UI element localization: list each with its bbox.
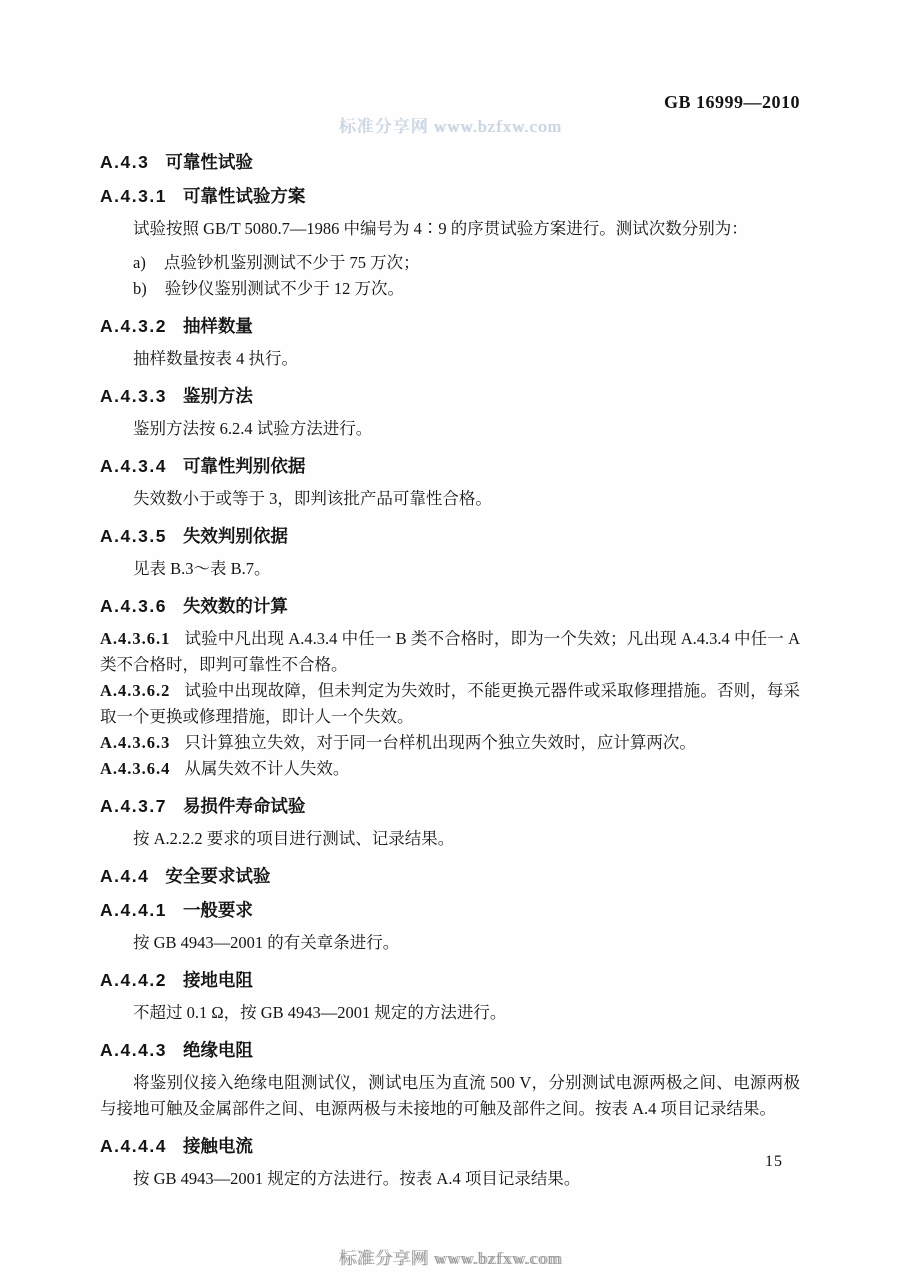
- section-number: A.4.4.2: [100, 970, 167, 990]
- list-marker: a): [133, 253, 146, 272]
- section-heading: [100, 900, 800, 920]
- section-title: 接地电阻: [182, 970, 253, 990]
- clause-text: 试验中凡出现 A.4.3.4 中任一 B 类不合格时，即为一个失效；凡出现 A.4.3.4 中任一 A 类不合格时，即判可靠性不合格。: [100, 629, 800, 674]
- numbered-paragraph: [100, 678, 800, 730]
- section-heading: [100, 316, 800, 336]
- paragraph: 将鉴别仪接入绝缘电阻测试仪，测试电压为直流 500 V，分别测试电源两极之间、电源两极与接地可触及金属部件之间、电源两极与未接地的可触及部件之间。按表 A.4 项目记录结果。: [100, 1073, 800, 1118]
- section-number: A.4.3.1: [100, 186, 167, 206]
- paragraph: 按 GB 4943—2001 规定的方法进行。按表 A.4 项目记录结果。: [133, 1169, 581, 1188]
- section-heading: [100, 1136, 800, 1156]
- watermark-bottom: 标准分享网 www.bzfxw.com: [338, 1249, 562, 1268]
- paragraph: 失效数小于或等于 3，即判该批产品可靠性合格。: [133, 489, 492, 508]
- section-title: 安全要求试验: [165, 866, 271, 886]
- section-heading: [100, 596, 800, 616]
- list-item: [100, 250, 800, 276]
- paragraph: 抽样数量按表 4 执行。: [133, 349, 298, 368]
- section-title: 鉴别方法: [182, 386, 253, 406]
- page-number: 15: [765, 1153, 783, 1170]
- paragraph: 试验按照 GB/T 5080.7—1986 中编号为 4∶9 的序贯试验方案进行。测试次数分别为：: [133, 219, 748, 238]
- section-number: A.4.4: [100, 866, 150, 886]
- numbered-paragraph: [100, 626, 800, 678]
- section-number: A.4.3.7: [100, 796, 167, 816]
- section-number: A.4.4.3: [100, 1040, 167, 1060]
- section-title: 抽样数量: [182, 316, 253, 336]
- section-heading: [100, 866, 800, 886]
- section-number: A.4.4.1: [100, 900, 167, 920]
- section-title: 失效数的计算: [182, 596, 288, 616]
- section-heading: [100, 970, 800, 990]
- document-body: [100, 138, 800, 1200]
- standard-number-header: GB 16999—2010: [663, 92, 800, 112]
- paragraph: 按 GB 4943—2001 的有关章条进行。: [133, 933, 400, 952]
- clause-number: A.4.3.6.1: [100, 629, 171, 648]
- section-heading: [100, 186, 800, 206]
- section-number: A.4.3.4: [100, 456, 167, 476]
- section-number: A.4.3: [100, 152, 150, 172]
- list-text: 点验钞机鉴别测试不少于 75 万次；: [163, 253, 420, 272]
- section-number: A.4.4.4: [100, 1136, 167, 1156]
- list-item: [100, 276, 800, 302]
- section-heading: [100, 796, 800, 816]
- section-number: A.4.3.5: [100, 526, 167, 546]
- section-number: A.4.3.6: [100, 596, 167, 616]
- section-number: A.4.3.3: [100, 386, 167, 406]
- paragraph: 见表 B.3～表 B.7。: [133, 559, 271, 578]
- clause-number: A.4.3.6.3: [100, 733, 171, 752]
- section-heading: [100, 152, 800, 172]
- numbered-paragraph: [100, 730, 800, 756]
- paragraph: 按 A.2.2.2 要求的项目进行测试、记录结果。: [133, 829, 455, 848]
- list-marker: b): [133, 279, 147, 298]
- paragraph: 不超过 0.1 Ω，按 GB 4943—2001 规定的方法进行。: [133, 1003, 507, 1022]
- section-heading: [100, 526, 800, 546]
- section-heading: [100, 386, 800, 406]
- clause-text: 试验中出现故障，但未判定为失效时，不能更换元器件或采取修理措施。否则，每采取一个更换或修理措施，即计人一个失效。: [100, 681, 800, 726]
- section-title: 一般要求: [182, 900, 253, 920]
- clause-text: 从属失效不计人失效。: [184, 759, 350, 778]
- clause-number: A.4.3.6.4: [100, 759, 171, 778]
- clause-number: A.4.3.6.2: [100, 681, 171, 700]
- section-heading: [100, 456, 800, 476]
- watermark-top: 标准分享网 www.bzfxw.com: [338, 117, 562, 136]
- section-title: 绝缘电阻: [182, 1040, 253, 1060]
- clause-text: 只计算独立失效，对于同一台样机出现两个独立失效时，应计算两次。: [184, 733, 696, 752]
- section-heading: [100, 1040, 800, 1060]
- numbered-paragraph: [100, 756, 800, 782]
- list-text: 验钞仪鉴别测试不少于 12 万次。: [164, 279, 404, 298]
- section-title: 失效判别依据: [182, 526, 288, 546]
- section-title: 可靠性判别依据: [182, 456, 306, 476]
- section-number: A.4.3.2: [100, 316, 167, 336]
- section-title: 可靠性试验方案: [182, 186, 306, 206]
- section-title: 易损件寿命试验: [182, 796, 306, 816]
- section-title: 接触电流: [182, 1136, 253, 1156]
- section-title: 可靠性试验: [165, 152, 253, 172]
- paragraph: 鉴别方法按 6.2.4 试验方法进行。: [133, 419, 373, 438]
